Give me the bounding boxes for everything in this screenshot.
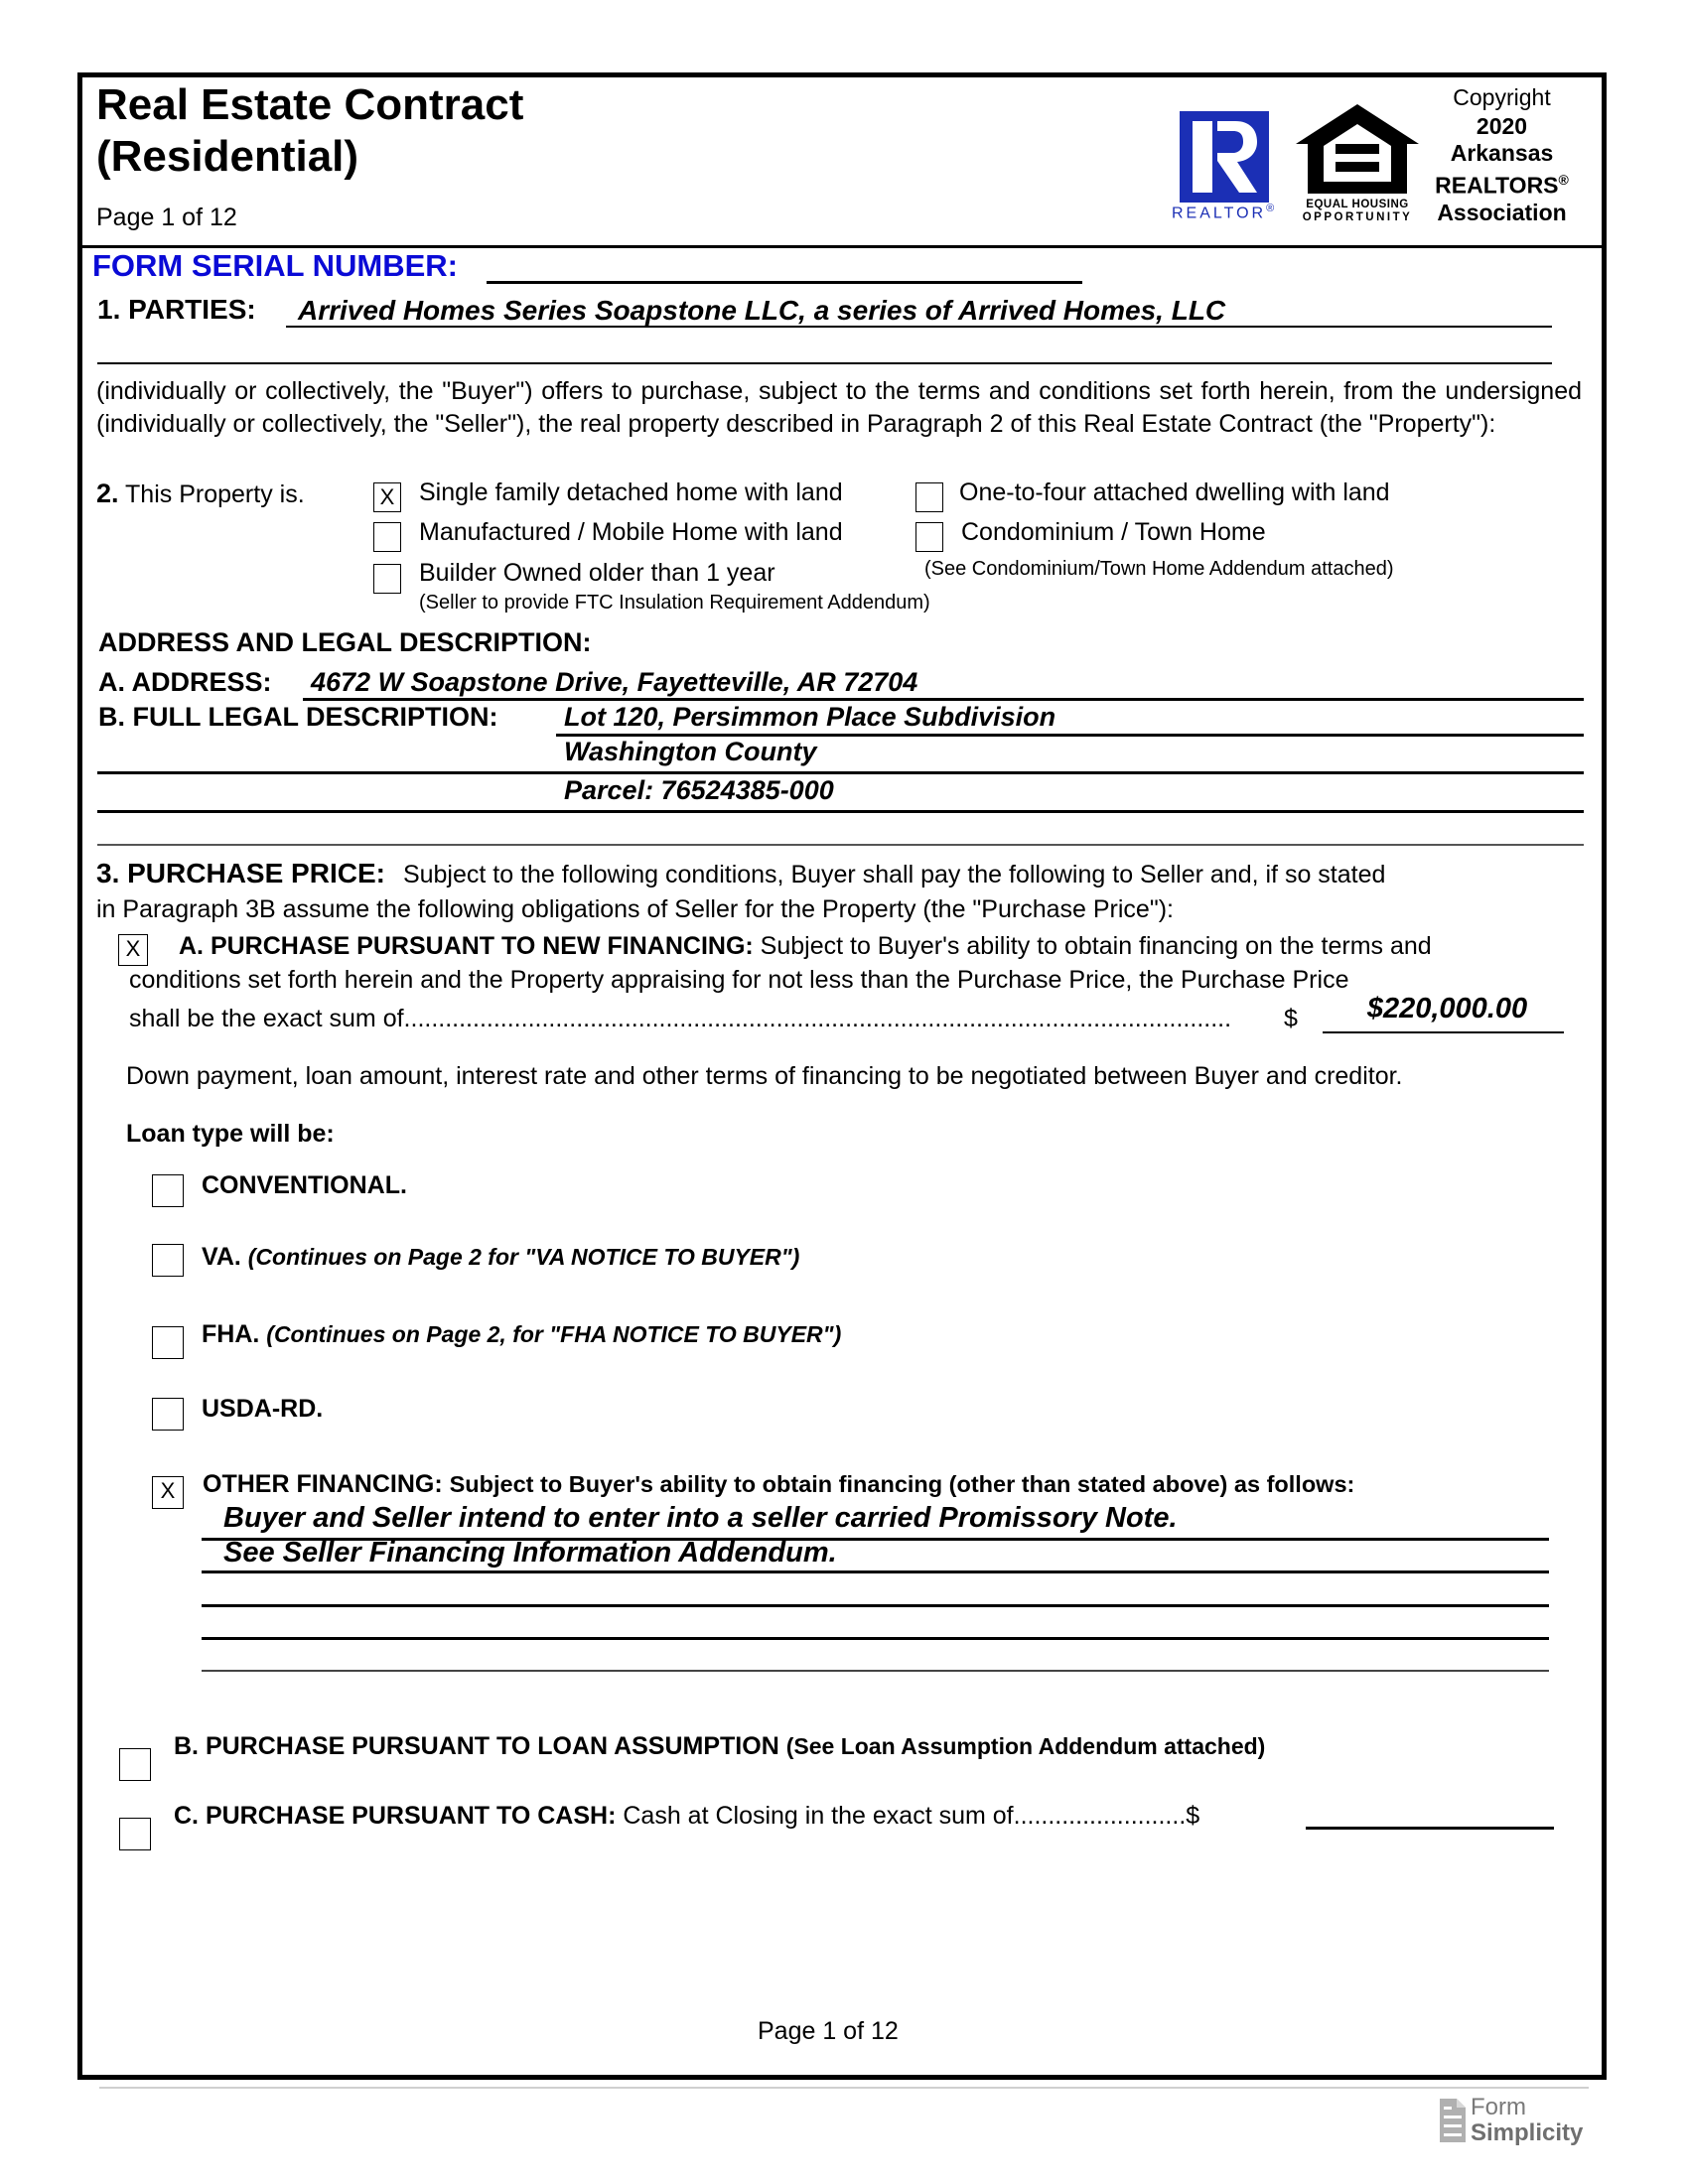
loan-type-conventional: CONVENTIONAL. <box>202 1171 407 1199</box>
condo-addendum-note: (See Condominium/Town Home Addendum attached) <box>924 558 1394 580</box>
checkbox-va[interactable] <box>152 1244 184 1277</box>
other-financing-line-4[interactable] <box>202 1610 1549 1636</box>
new-financing-line-3: shall be the exact sum of........................................................................................................................ <box>129 1005 1232 1032</box>
form-serial-input[interactable] <box>487 254 1082 282</box>
address-label: A. ADDRESS: <box>98 667 272 697</box>
purchase-price-underline <box>1323 1031 1564 1033</box>
copyright-text: Copyright <box>1453 84 1551 110</box>
new-financing-line-1: A. PURCHASE PURSUANT TO NEW FINANCING: Subject to Buyer's ability to obtain financing on the terms and <box>179 932 1432 960</box>
purchase-price-currency: $ <box>1284 1005 1298 1032</box>
loan-type-fha: FHA. (Continues on Page 2, for "FHA NOTICE TO BUYER") <box>202 1320 842 1348</box>
legal-underline-2 <box>97 771 1584 774</box>
form-simplicity-doc-icon <box>1440 2099 1466 2147</box>
checkbox-cash[interactable] <box>119 1818 151 1850</box>
parties-underline-2 <box>97 362 1552 364</box>
equal-housing-opportunity-icon <box>1294 102 1421 199</box>
property-type-label: 2. This Property is. <box>96 478 305 508</box>
cash-label: C. PURCHASE PURSUANT TO CASH: Cash at Closing in the exact sum of.........................$ <box>174 1802 1200 1830</box>
copyright-org: REALTORS® <box>1435 172 1569 199</box>
copyright-block <box>1420 84 1584 226</box>
legal-description-label: B. FULL LEGAL DESCRIPTION: <box>98 702 498 732</box>
option-builder-owned: Builder Owned older than 1 year <box>419 559 775 587</box>
purchase-price-amount[interactable]: $220,000.00 <box>1366 993 1528 1024</box>
other-financing-line-2[interactable]: See Seller Financing Information Addendum. <box>223 1537 837 1569</box>
checkbox-builder-owned[interactable] <box>373 564 401 594</box>
loan-assumption-label: B. PURCHASE PURSUANT TO LOAN ASSUMPTION (See Loan Assumption Addendum attached) <box>174 1732 1266 1760</box>
legal-line-1[interactable]: Lot 120, Persimmon Place Subdivision <box>564 702 1056 732</box>
option-condominium: Condominium / Town Home <box>961 518 1266 546</box>
checkbox-conventional[interactable] <box>152 1174 184 1207</box>
other-financing-line-5[interactable] <box>202 1643 1549 1669</box>
footer-divider <box>99 2087 1589 2089</box>
address-heading: ADDRESS AND LEGAL DESCRIPTION: <box>98 627 592 657</box>
loan-type-other-financing: OTHER FINANCING: Subject to Buyer's ability to obtain financing (other than stated above) as follows: <box>203 1470 1355 1498</box>
form-title-line2: (Residential) <box>96 132 359 181</box>
copyright-year: 2020 <box>1476 113 1528 139</box>
parties-underline-1 <box>286 326 1552 328</box>
other-financing-line-3[interactable] <box>202 1576 1549 1602</box>
form-simplicity-logo: Form Simplicity <box>1471 2094 1584 2146</box>
realtor-logo-icon <box>1180 111 1269 203</box>
checkbox-one-to-four[interactable] <box>915 482 943 512</box>
option-single-family: Single family detached home with land <box>419 478 843 506</box>
negotiation-note: Down payment, loan amount, interest rate and other terms of financing to be negotiated between Buyer and creditor. <box>126 1062 1403 1090</box>
footer-page-label: Page 1 of 12 <box>758 2017 899 2045</box>
checkbox-loan-assumption[interactable] <box>119 1748 151 1781</box>
checkbox-manufactured[interactable] <box>373 522 401 552</box>
parties-body-text: (individually or collectively, the "Buyer") offers to purchase, subject to the terms and conditions set forth herein, from the undersigned (individually or collectively, the "Seller"), the real property described in Paragraph 2 of this Real Estate Contract (the "Property"): <box>96 377 1582 438</box>
loan-type-va: VA. (Continues on Page 2 for "VA NOTICE TO BUYER") <box>202 1243 800 1271</box>
checkbox-other-financing[interactable]: X <box>152 1476 184 1509</box>
legal-line-2[interactable]: Washington County <box>564 737 817 766</box>
legal-underline-4 <box>97 844 1584 846</box>
checkbox-condominium[interactable] <box>915 522 943 552</box>
copyright-association: Association <box>1437 199 1567 225</box>
address-underline <box>303 698 1584 701</box>
parties-value[interactable]: Arrived Homes Series Soapstone LLC, a series of Arrived Homes, LLC <box>298 295 1226 326</box>
form-title <box>96 79 523 183</box>
option-one-to-four: One-to-four attached dwelling with land <box>959 478 1390 506</box>
cash-amount-underline <box>1306 1827 1554 1830</box>
checkbox-single-family[interactable]: X <box>373 482 401 512</box>
purchase-price-intro-2: in Paragraph 3B assume the following obligations of Seller for the Property (the "Purchase Price"): <box>96 895 1174 923</box>
checkbox-new-financing[interactable]: X <box>118 934 148 966</box>
other-financing-underline-3 <box>202 1604 1549 1607</box>
address-value[interactable]: 4672 W Soapstone Drive, Fayetteville, AR 72704 <box>311 667 918 697</box>
legal-line-3[interactable]: Parcel: 76524385-000 <box>564 775 834 805</box>
other-financing-underline-2 <box>202 1570 1549 1573</box>
form-serial-label: FORM SERIAL NUMBER: <box>92 248 458 283</box>
form-serial-underline <box>487 281 1082 284</box>
equal-housing-label: EQUAL HOUSING OPPORTUNITY <box>1302 199 1413 223</box>
option-manufactured: Manufactured / Mobile Home with land <box>419 518 843 546</box>
parties-label: 1. PARTIES: <box>97 294 256 325</box>
purchase-price-intro: 3. PURCHASE PRICE: Subject to the following conditions, Buyer shall pay the following to Seller and, if so stated <box>96 858 1386 888</box>
header-page-label: Page 1 of 12 <box>96 204 237 231</box>
other-financing-underline-5 <box>202 1670 1549 1672</box>
loan-type-label: Loan type will be: <box>126 1120 335 1148</box>
cash-amount-input[interactable] <box>1306 1799 1554 1825</box>
checkbox-usda-rd[interactable] <box>152 1398 184 1431</box>
copyright-state: Arkansas <box>1450 140 1554 166</box>
builder-addendum-note: (Seller to provide FTC Insulation Requirement Addendum) <box>419 592 930 614</box>
form-title-line1: Real Estate Contract <box>96 80 524 129</box>
realtor-logo-label: REALTOR® <box>1172 203 1278 222</box>
parties-line2-input[interactable] <box>97 336 1552 361</box>
loan-type-usda-rd: USDA-RD. <box>202 1395 324 1423</box>
other-financing-line-1[interactable]: Buyer and Seller intend to enter into a seller carried Promissory Note. <box>223 1502 1178 1534</box>
legal-line-4[interactable] <box>97 816 1584 842</box>
legal-underline-3 <box>97 810 1584 813</box>
purchase-price-heading: 3. PURCHASE PRICE: <box>96 858 385 888</box>
other-financing-underline-4 <box>202 1637 1549 1640</box>
checkbox-fha[interactable] <box>152 1326 184 1359</box>
new-financing-line-2: conditions set forth herein and the Property appraising for not less than the Purchase Price, the Purchase Price <box>129 966 1349 994</box>
